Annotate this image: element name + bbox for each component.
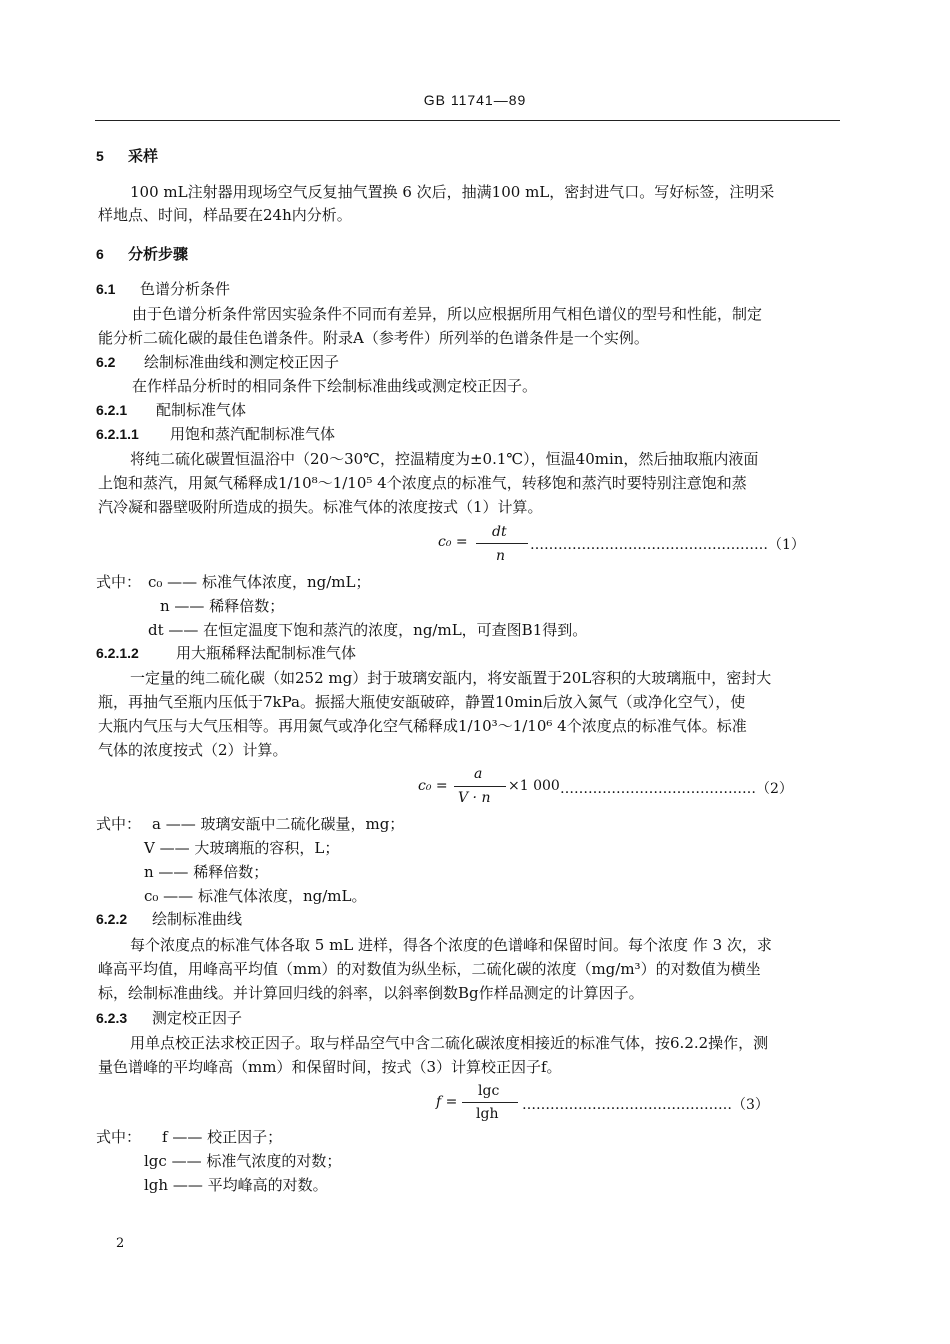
paragraph-line: 用单点校正法求校正因子。取与样品空气中含二硫化碳浓度相接近的标准气体，按6.2.2操作，测	[130, 1034, 769, 1052]
where-prefix: 式中：	[96, 573, 142, 591]
definition-line: lgh —— 平均峰高的对数。	[144, 1176, 328, 1194]
subsection-heading	[96, 424, 335, 444]
subsection-title: 绘制标准曲线	[152, 910, 243, 928]
definition-line: c₀ —— 标准气体浓度，ng/mL。	[144, 887, 367, 905]
equation-numerator: dt	[492, 524, 507, 540]
paragraph-line: 100 mL注射器用现场空气反复抽气置换 6 次后，抽满100 mL，密封进气口。写好标签，注明采	[130, 183, 775, 201]
definition-line: f —— 校正因子；	[162, 1128, 283, 1146]
subsection-heading	[96, 1008, 242, 1028]
definition-line: c₀ —— 标准气体浓度，ng/mL；	[148, 573, 371, 591]
subsection-heading	[96, 643, 356, 663]
page-number: 2	[116, 1236, 125, 1251]
section-title: 采样	[128, 148, 159, 165]
paragraph-line: 能分析二硫化碳的最佳色谱条件。附录A（参考件）所列举的色谱条件是一个实例。	[98, 329, 649, 347]
subsection-title: 配制标准气体	[156, 401, 247, 419]
paragraph-line: 大瓶内气压与大气压相等。再用氮气或净化空气稀释成1/10³～1/10⁶ 4个浓度点的标准气体。标准	[98, 717, 747, 735]
equation-dots: ……………………………………………（1）	[530, 537, 805, 553]
equation-denominator: lgh	[476, 1106, 499, 1122]
section-heading	[96, 146, 158, 167]
subsection-title: 色谱分析条件	[140, 280, 231, 298]
subsection-title: 绘制标准曲线和测定校正因子	[144, 353, 340, 371]
subsection-heading	[96, 279, 230, 299]
section-title: 分析步骤	[128, 246, 189, 263]
section-heading	[96, 244, 188, 265]
equation-denominator: V · n	[458, 790, 491, 806]
fraction-bar	[462, 1102, 518, 1103]
subsection-number: 6.2	[96, 354, 116, 370]
definition-line: n —— 稀释倍数；	[160, 597, 285, 615]
subsection-number: 6.2.1.1	[96, 426, 139, 442]
definition-line: lgc —— 标准气浓度的对数；	[144, 1152, 342, 1170]
paragraph-line: 汽冷凝和器壁吸附所造成的损失。标准气体的浓度按式（1）计算。	[98, 498, 543, 516]
paragraph-line: 在作样品分析时的相同条件下绘制标准曲线或测定校正因子。	[132, 377, 538, 395]
document-code: GB 11741—89	[423, 92, 527, 108]
where-prefix: 式中：	[96, 1128, 142, 1146]
fraction-bar	[476, 543, 528, 544]
definition-line: V —— 大玻璃瓶的容积，L；	[144, 839, 340, 857]
definition-line: dt —— 在恒定温度下饱和蒸汽的浓度，ng/mL，可查图B1得到。	[148, 621, 588, 639]
paragraph-line: 上饱和蒸汽，用氮气稀释成1/10⁸～1/10⁵ 4个浓度点的标准气，转移饱和蒸汽时要特别注意饱和蒸	[98, 474, 747, 492]
equation-dots: ……………………………………（2）	[560, 781, 793, 797]
subsection-number: 6.2.3	[96, 1010, 128, 1026]
equation-lhs: c₀ =	[438, 534, 468, 550]
equation-dots: ………………………………………（3）	[522, 1097, 769, 1113]
paragraph-line: 由于色谱分析条件常因实验条件不同而有差异，所以应根据所用气相色谱仪的型号和性能，制定	[132, 305, 763, 323]
header-rule	[95, 120, 840, 121]
subsection-number: 6.2.1.2	[96, 645, 139, 661]
section-number: 6	[96, 246, 104, 262]
fraction-bar	[454, 786, 506, 787]
subsection-heading	[96, 352, 339, 372]
paragraph-line: 峰高平均值，用峰高平均值（mm）的对数值为纵坐标，二硫化碳的浓度（mg/m³）的对数值为横坐	[98, 960, 761, 978]
paragraph-line: 将纯二硫化碳置恒温浴中（20～30℃，控温精度为±0.1℃），恒温40min，然后抽取瓶内液面	[130, 450, 759, 468]
equation-multiplier: ×1 000	[508, 778, 560, 794]
paragraph-line: 标，绘制标准曲线。并计算回归线的斜率，以斜率倒数Bg作样品测定的计算因子。	[98, 984, 644, 1002]
equation-numerator: lgc	[478, 1083, 500, 1099]
subsection-title: 测定校正因子	[152, 1009, 243, 1027]
paragraph-line: 样地点、时间，样品要在24h内分析。	[98, 206, 352, 224]
paragraph-line: 一定量的纯二硫化碳（如252 mg）封于玻璃安瓿内，将安瓿置于20L容积的大玻璃瓶中，密封大	[130, 669, 772, 687]
subsection-number: 6.2.1	[96, 402, 128, 418]
subsection-title: 用大瓶稀释法配制标准气体	[176, 644, 357, 662]
paragraph-line: 量色谱峰的平均峰高（mm）和保留时间，按式（3）计算校正因子f。	[98, 1058, 562, 1076]
paragraph-line: 瓶，再抽气至瓶内压低于7kPa。振摇大瓶使安瓿破碎，静置10min后放入氮气（或净化空气），使	[98, 693, 746, 711]
definition-line: a —— 玻璃安瓿中二硫化碳量，mg；	[152, 815, 405, 833]
subsection-number: 6.2.2	[96, 911, 128, 927]
equation-lhs: f =	[436, 1094, 458, 1110]
paragraph-line: 气体的浓度按式（2）计算。	[98, 741, 288, 759]
subsection-title: 用饱和蒸汽配制标准气体	[170, 425, 336, 443]
subsection-heading	[96, 909, 242, 929]
subsection-heading	[96, 400, 246, 420]
subsection-number: 6.1	[96, 281, 116, 297]
section-number: 5	[96, 148, 104, 164]
equation-denominator: n	[496, 548, 506, 564]
equation-lhs: c₀ =	[418, 778, 448, 794]
where-prefix: 式中：	[96, 815, 142, 833]
definition-line: n —— 稀释倍数；	[144, 863, 269, 881]
equation-numerator: a	[474, 766, 483, 782]
paragraph-line: 每个浓度点的标准气体各取 5 mL 进样，得各个浓度的色谱峰和保留时间。每个浓度 作 3 次，求	[130, 936, 772, 954]
